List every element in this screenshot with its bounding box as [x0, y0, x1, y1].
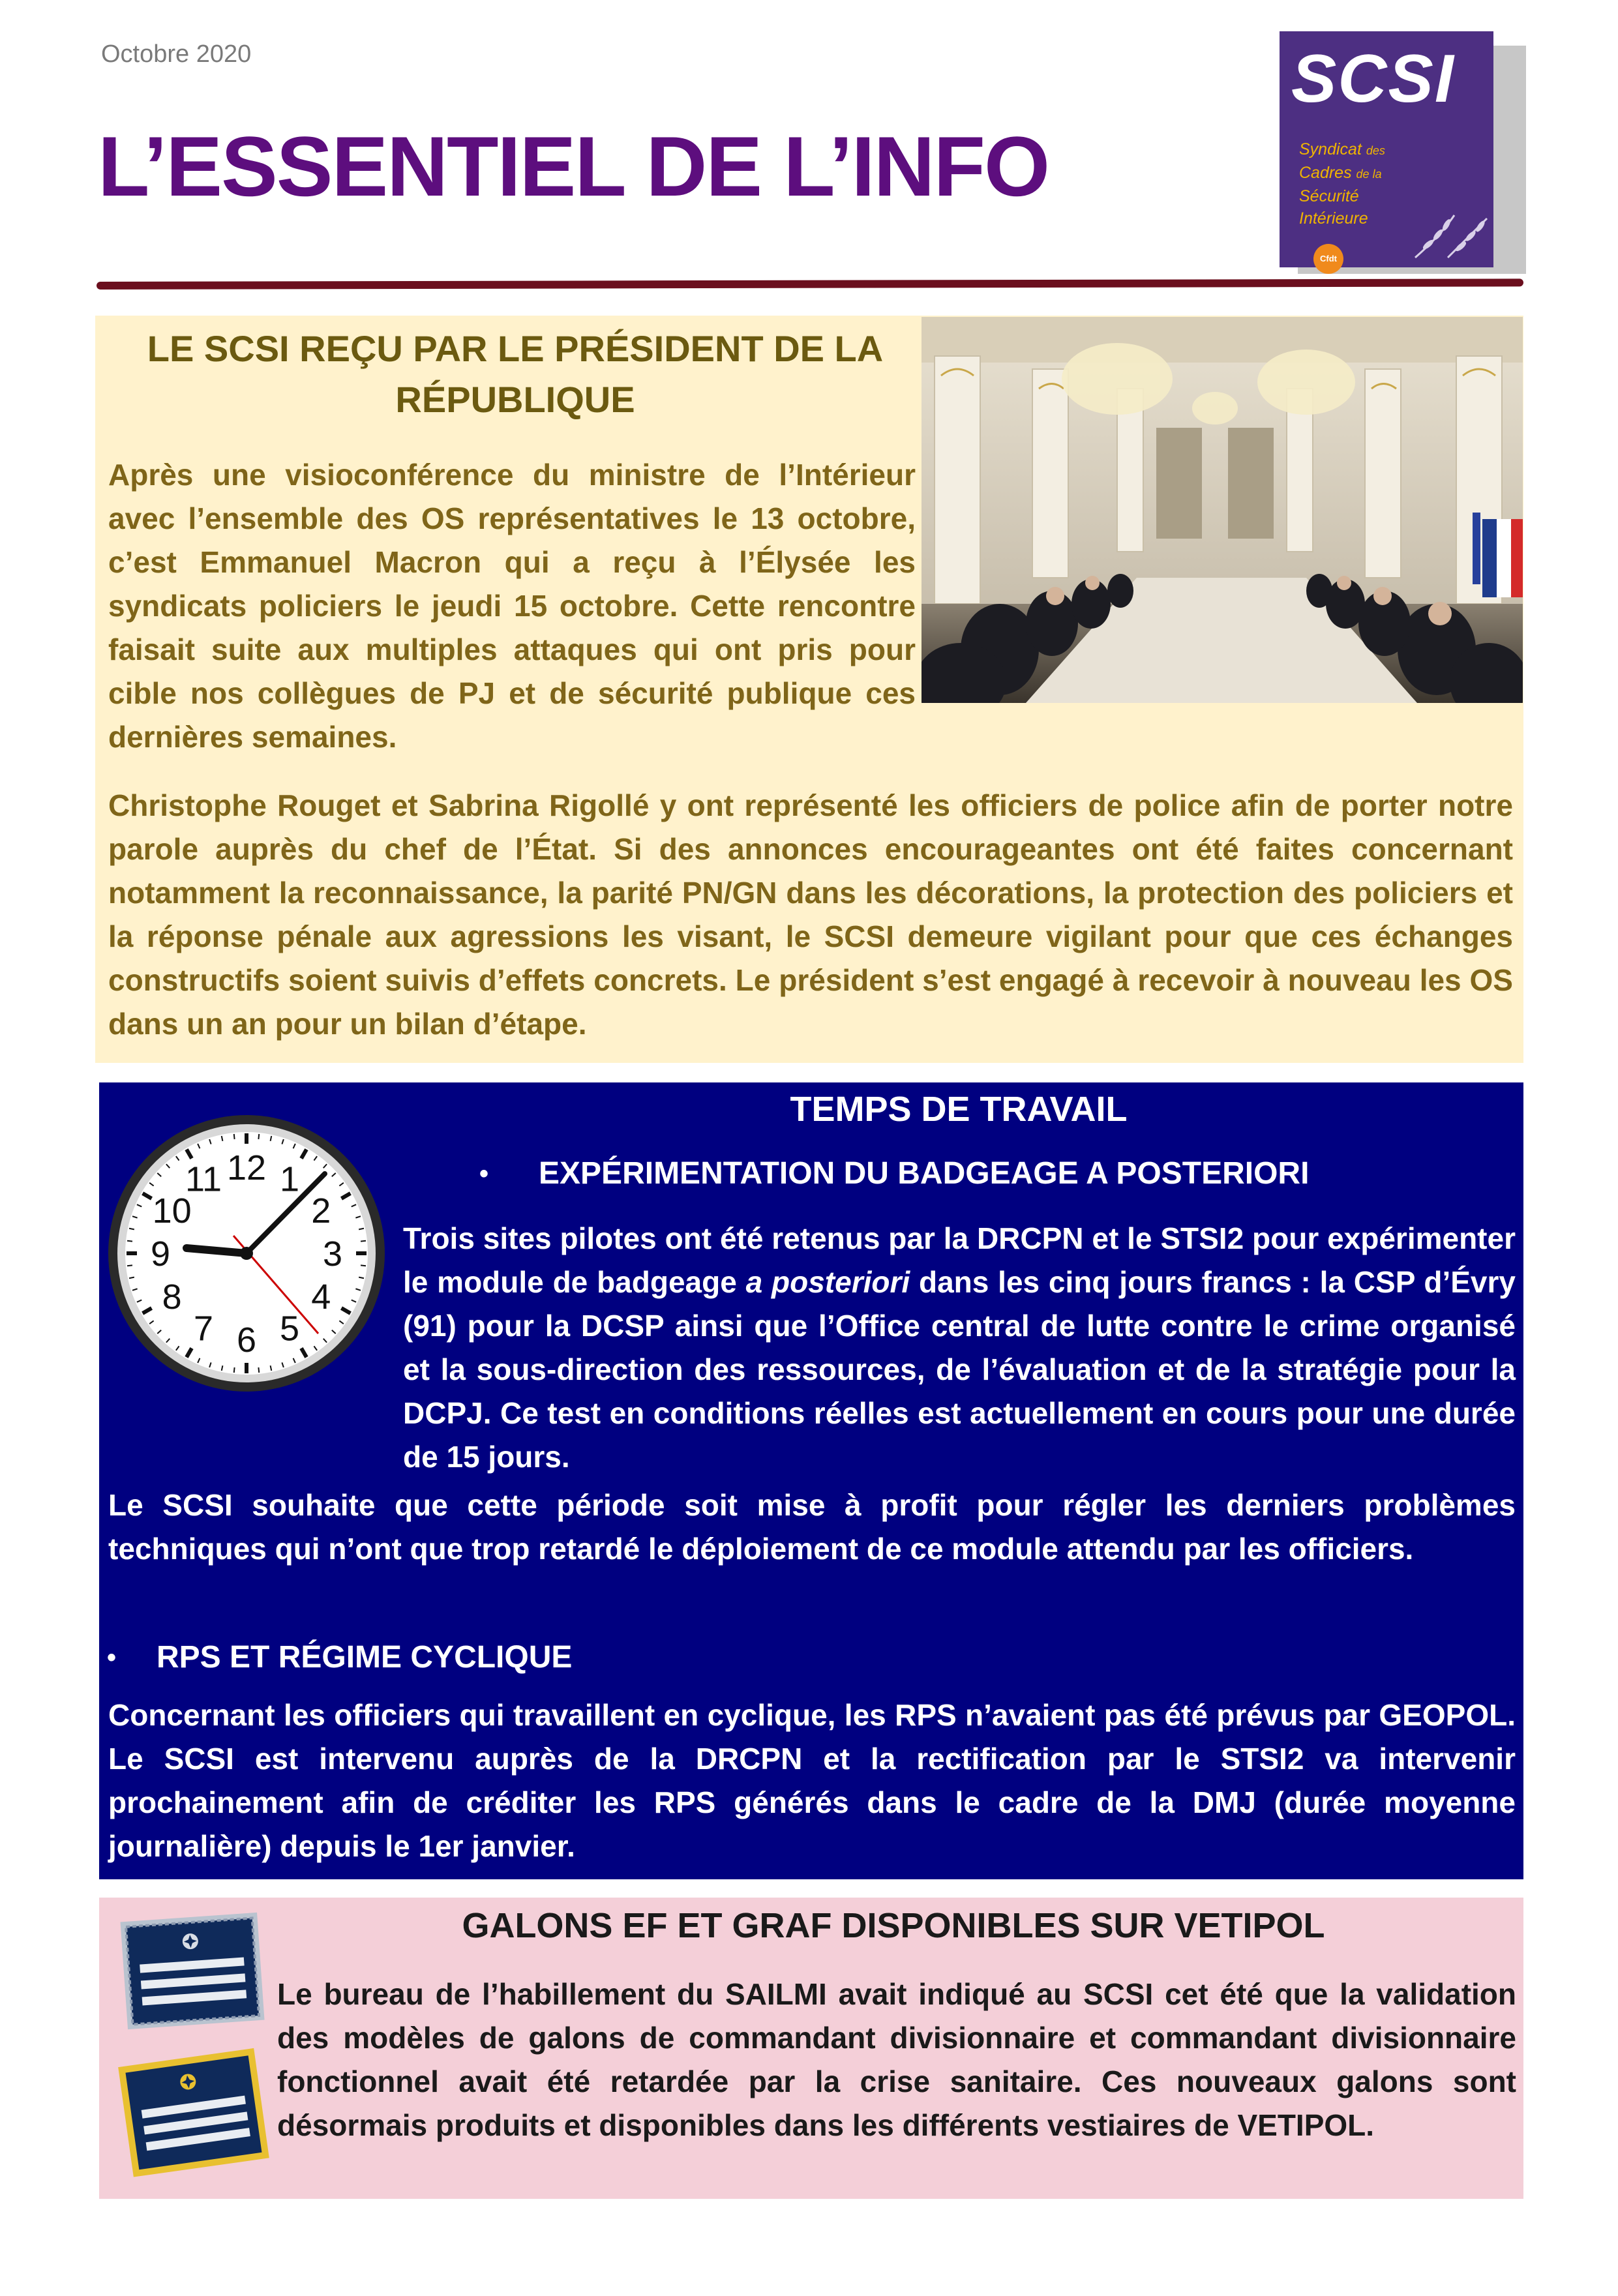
clock-tick [258, 1134, 259, 1139]
clock-numeral: 5 [279, 1309, 300, 1349]
logo-line3: Sécurité [1299, 187, 1359, 205]
issue-date: Octobre 2020 [101, 40, 252, 68]
badgeage-paragraph [403, 1217, 1516, 1479]
logo-acronym: SCSI [1291, 41, 1455, 117]
cfdt-badge: Cfdt [1313, 244, 1343, 274]
header-divider [97, 278, 1523, 290]
clock-icon [103, 1109, 390, 1395]
badgeage-text-end: dans les cinq jours francs : la CSP d’Évry (91) pour la DCSP ainsi que l’Office central de lutte contre le crime organisé et la sous-direction des ressources, de l’évaluation et de la stratégie pour la DCPJ. Ce test en conditions réelles est actuellement en cours pour une durée de 15 jours. [403, 1265, 1516, 1474]
galons-paragraph: Le bureau de l’habillement du SAILMI avait indiqué au SCSI cet été que la validation des modèles de galons de commandant divisionnaire et commandant divisionnaire fonctionnel avait été retardée par la crise sanitaire. Ces nouveaux galons sont désormais produits et disponibles dans les différents vestiaires de VETIPOL. [277, 1977, 1516, 2142]
clock-tick [258, 1367, 259, 1373]
badgeage-subtitle: EXPÉRIMENTATION DU BADGEAGE A POSTERIORI [539, 1156, 1310, 1191]
badgeage-text-italic: a posteriori [745, 1265, 910, 1299]
clock-numeral: 7 [193, 1309, 214, 1349]
badgeage-followup-paragraph: Le SCSI souhaite que cette période soit mise à profit pour régler les derniers problèmes techniques qui n’ont que trop retardé le déploiement de ce module attendu par les officiers. [108, 1488, 1516, 1566]
clock-numeral: 11 [185, 1159, 222, 1199]
rps-subtitle: RPS ET RÉGIME CYCLIQUE [157, 1640, 573, 1675]
elysee-paragraph-2: Christophe Rouget et Sabrina Rigollé y ont représenté les officiers de police afin de porter notre parole auprès du chef de l’État. Si des annonces encourageantes ont été faites concernant notamment la reconnaissance, la parité PN/GN dans les décorations, la protection des policiers et la réponse pénale aux agressions les visant, le SCSI demeure vigilant pour que ces échanges constructifs soient suivis d’effets concrets. Le président s’est engagé à recevoir à nouveau les OS dans un an pour un bilan d’étape. [108, 788, 1513, 1041]
logo-line1-small: des [1366, 144, 1385, 157]
clock-numeral: 8 [162, 1277, 182, 1317]
clock-tick [127, 1241, 132, 1242]
clock-numeral: 10 [152, 1191, 192, 1230]
rank-insignia-icon [111, 1905, 274, 2036]
clock-tick [234, 1134, 235, 1139]
bullet-icon: • [479, 1159, 489, 1188]
elysee-section-title: LE SCSI REÇU PAR LE PRÉSIDENT DE LA RÉPUBLIQUE [147, 328, 884, 420]
clock-tick [127, 1265, 132, 1266]
rps-paragraph: Concernant les officiers qui travaillent en cyclique, les RPS n’avaient pas été prévus par GEOPOL. Le SCSI est intervenu auprès de la DRCPN et la rectification par le STSI2 va intervenir prochainement afin de créditer les RPS générés dans le cadre de la DMJ (durée moyenne journalière) depuis le 1er janvier. [108, 1698, 1516, 1863]
rank-insignia-icon [111, 2041, 274, 2184]
badgeage-text-start: Trois sites pilotes ont été retenus par la DRCPN et le STSI2 pour expérimenter le module de badgeage [403, 1221, 1516, 1299]
galons-title: GALONS EF ET GRAF DISPONIBLES SUR VETIPOL [462, 1906, 1325, 1945]
clock-tick [234, 1367, 235, 1373]
elysee-meeting-photo [921, 317, 1523, 703]
bullet-icon: • [107, 1643, 117, 1672]
logo-line1: Syndicat [1299, 140, 1362, 158]
clock-numeral: 1 [279, 1159, 300, 1199]
laurel-icon [1409, 209, 1493, 261]
clock-numeral: 9 [150, 1234, 171, 1274]
clock-numeral: 2 [311, 1191, 331, 1230]
clock-numeral: 4 [311, 1277, 331, 1317]
clock-numeral: 6 [236, 1320, 257, 1360]
logo-line2: Cadres [1299, 164, 1352, 182]
clock-numeral: 3 [322, 1234, 343, 1274]
clock-numeral: 12 [226, 1148, 267, 1187]
logo-line2-small: de la [1356, 168, 1382, 181]
elysee-paragraph-1: Après une visioconférence du ministre de l’Intérieur avec l’ensemble des OS représentatives le 13 octobre, c’est Emmanuel Macron qui a reçu à l’Élysée les syndicats policiers le jeudi 15 octobre. Cette rencontre faisait suite aux multiples attaques qui ont pris pour cible nos collègues de PJ et de sécurité publique ces dernières semaines. [108, 458, 916, 754]
clock-tick [361, 1265, 366, 1266]
page-title: L’ESSENTIEL DE L’INFO [98, 119, 1049, 214]
clock-tick [361, 1241, 366, 1242]
logo-line4: Intérieure [1299, 209, 1368, 228]
working-time-title: TEMPS DE TRAVAIL [790, 1090, 1128, 1129]
